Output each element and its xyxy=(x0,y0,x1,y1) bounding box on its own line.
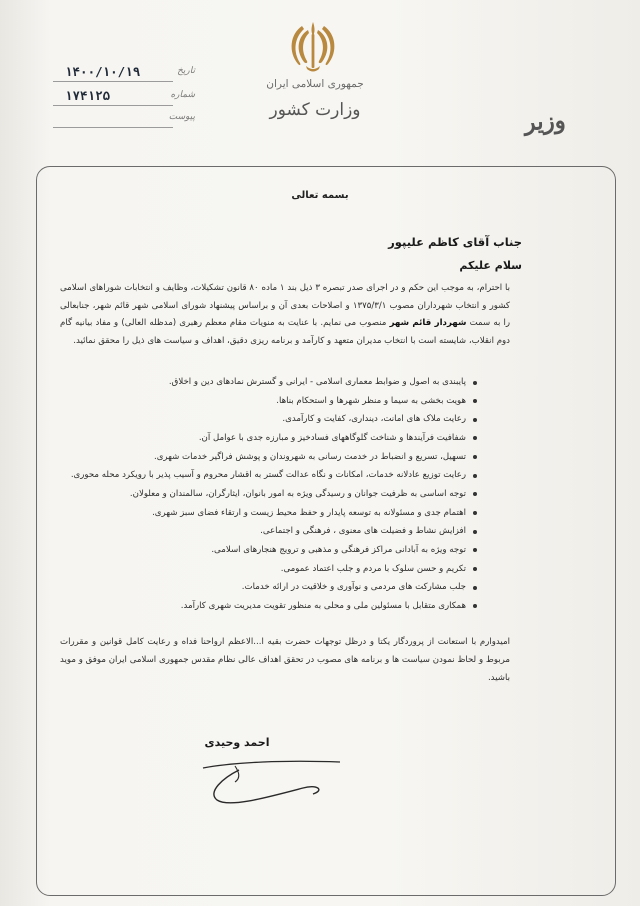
list-item: هویت بخشی به سیما و منظر شهرها و استحکام بناها. xyxy=(60,392,480,411)
list-item: افزایش نشاط و فضیلت های معنوی ، فرهنگی و اجتماعی. xyxy=(60,522,480,541)
list-item: تکریم و حسن سلوک با مردم و جلب اعتماد عمومی. xyxy=(60,560,480,579)
date-label: تاریخ xyxy=(177,66,195,76)
attachment-line xyxy=(53,127,173,128)
attachment-row xyxy=(45,110,195,130)
ministry-name: وزارت کشور xyxy=(269,100,361,120)
number-row xyxy=(45,88,195,108)
intro-text-continued: منصوب می نمایم. با عنایت به منویات مقام معظم رهبری (مدظله العالی) و مفاد بیانیه گام دوم انقلاب، شایسته است با انتخاب مدیران متعهد و کارآمد و برنامه ریزی دقیق، اهداف و سیاست های ذیل را محقق نمائید. xyxy=(60,318,510,346)
number-value: ۱۷۴۱۲۵ xyxy=(65,88,111,103)
date-value: ۱۴۰۰/۱۰/۱۹ xyxy=(65,64,141,79)
policy-list xyxy=(60,373,480,616)
country-name: جمهوری اسلامی ایران xyxy=(266,78,364,90)
iran-emblem-icon xyxy=(284,18,342,74)
number-label: شماره xyxy=(170,90,195,100)
appointment-position: شهردار قائم شهر xyxy=(389,318,467,329)
closing-paragraph: امیدوارم با استعانت از پروردگار یکتا و درظل توجهات حضرت بقیه ا...الاعظم ارواحنا فداه و رعایت کامل قوانین و مقررات مربوط و لحاظ نمودن سیاست ها و برنامه های مصوب در تحقق اهداف عالی نظام مقدس جمهوری اسلامی ایران موفق و موید باشید. xyxy=(60,637,510,683)
signer-name: احمد وحیدی xyxy=(204,736,270,749)
list-item: توجه ویژه به آبادانی مراکز فرهنگی و مذهبی و ترویج هنجارهای اسلامی. xyxy=(60,541,480,560)
number-line xyxy=(53,105,173,106)
appointment-paragraph xyxy=(60,280,510,350)
bismillah: بسمه تعالی xyxy=(291,190,349,201)
date-line xyxy=(53,81,173,82)
list-item: توجه اساسی به ظرفیت جوانان و رسیدگی ویژه به امور بانوان، ایثارگران، سالمندان و معلولان. xyxy=(60,485,480,504)
intro-text: با احترام، به موجب این حکم و در اجرای صدر تبصره ۳ ذیل بند ۱ ماده ۸۰ قانون تشکیلات، وظایف و انتخابات شوراهای اسلامی کشور و انتخاب شهرداران مصوب ۱۳۷۵/۳/۱ و اصلاحات بعدی آن و براساس پیشنهاد شورای اسلامی شهر قائم شهر، جنابعالی را به سمت xyxy=(60,283,511,329)
list-item: رعایت توزیع عادلانه خدمات، امکانات و نگاه عدالت گستر به اقشار محروم و آسیب پذیر با رویکرد محله محوری. xyxy=(60,466,480,485)
list-item: رعایت ملاک های امانت، دینداری، کفایت و کارآمدی. xyxy=(60,410,480,429)
attachment-label: پیوست xyxy=(168,112,195,122)
list-item: جلب مشارکت های مردمی و نوآوری و خلاقیت در ارائه خدمات. xyxy=(60,578,480,597)
addressee: جناب آقای کاظم علیپور xyxy=(388,235,522,249)
list-item: پایبندی به اصول و ضوابط معماری اسلامی - ایرانی و گسترش نمادهای دین و اخلاق. xyxy=(60,373,480,392)
list-item: شفافیت فرآیندها و شناخت گلوگاههای فسادخیز و مبارزه جدی با عوامل آن. xyxy=(60,429,480,448)
salutation: سلام علیکم xyxy=(459,259,522,272)
date-row xyxy=(45,64,195,84)
list-item: تسهیل، تسریع و انضباط در خدمت رسانی به شهروندان و پوشش فراگیر خدمات شهری. xyxy=(60,448,480,467)
minister-title: وزیر xyxy=(523,106,567,137)
list-item: اهتمام جدی و مسئولانه به توسعه پایدار و حفظ محیط زیست و ارتقاء فضای سبز شهری. xyxy=(60,504,480,523)
handwritten-signature xyxy=(195,748,345,808)
list-item: همکاری متقابل با مسئولین ملی و محلی به منظور تقویت مدیریت شهری کارآمد. xyxy=(60,597,480,616)
